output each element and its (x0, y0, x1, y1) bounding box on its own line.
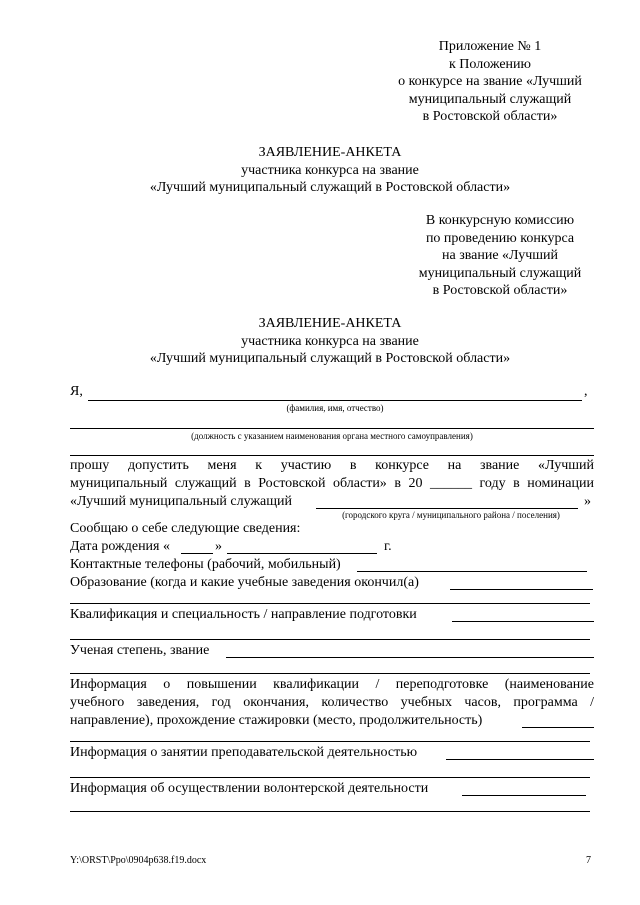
about-label: Сообщаю о себе следующие сведения: (70, 521, 301, 536)
teaching-label: Информация о занятии преподавательской деятельностью (70, 745, 418, 760)
appendix-line: в Ростовской области» (422, 109, 558, 124)
volunteer-field-2[interactable] (70, 811, 590, 812)
birth-month-field[interactable] (227, 553, 377, 554)
request-line: «Лучший муниципальный служащий (70, 494, 293, 509)
teaching-field[interactable] (446, 759, 594, 760)
request-line: муниципальный служащий в Ростовской области» в 20 ______ году в номинации (70, 476, 594, 491)
appendix-line: Приложение № 1 (438, 39, 542, 54)
nomination-field[interactable] (316, 508, 578, 509)
page-subtitle: участника конкурса на звание (241, 162, 419, 178)
form-subtitle: «Лучший муниципальный служащий в Ростовской области» (149, 351, 511, 366)
page-number: 7 (586, 855, 591, 866)
header-block-2 (60, 315, 600, 368)
volunteer-field[interactable] (462, 795, 586, 796)
appendix-line: к Положению (448, 56, 531, 72)
qualification-field[interactable] (452, 621, 594, 622)
quote-close: » (584, 494, 591, 509)
comma-label: , (584, 384, 588, 399)
training-line: Информация о повышении квалификации / переподготовке (наименование (70, 677, 594, 692)
ya-label: Я, (70, 384, 83, 399)
position-field[interactable] (70, 428, 594, 429)
fio-field[interactable] (88, 400, 582, 401)
qualification-field-2[interactable] (70, 639, 590, 640)
education-field-2[interactable] (70, 603, 590, 604)
footer-path: Y:\ORST\Ppo\0904p638.f19.docx (70, 855, 207, 866)
degree-field[interactable] (226, 657, 594, 658)
volunteer-label: Информация об осуществлении волонтерской деятельности (70, 781, 429, 796)
birth-day-field[interactable] (181, 553, 213, 554)
appendix-line: муниципальный служащий (408, 91, 572, 107)
addressee-block (395, 212, 605, 300)
training-line: учебного заведения, год окончания, количество учебных часов, программа / (70, 695, 594, 710)
training-field[interactable] (522, 727, 594, 728)
training-field-2[interactable] (70, 741, 590, 742)
phones-label: Контактные телефоны (рабочий, мобильный) (70, 557, 341, 572)
qualification-label: Квалификация и специальность / направление подготовки (70, 607, 417, 622)
degree-field-2[interactable] (70, 673, 590, 674)
education-label: Образование (когда и какие учебные заведения окончил(а) (70, 575, 419, 590)
birth-label: Дата рождения « (70, 539, 170, 554)
birth-mid: » (215, 539, 222, 554)
phones-field[interactable] (357, 571, 587, 572)
fio-hint: (фамилия, имя, отчество) (286, 403, 384, 413)
birth-year-label: г. (384, 539, 392, 554)
appendix-line: о конкурсе на звание «Лучший (398, 74, 582, 89)
addressee-line: по проведению конкурса (425, 230, 575, 246)
form-subtitle: участника конкурса на звание (241, 333, 419, 349)
request-line: прошу допустить меня к участию в конкурсе на звание «Лучший (70, 458, 594, 473)
addressee-line: в Ростовской области» (432, 283, 568, 298)
addressee-line: на звание «Лучший (441, 248, 559, 263)
appendix-block (380, 38, 600, 126)
nomination-hint: (городского круга / муниципального района / поселения) (342, 510, 560, 520)
education-field[interactable] (450, 589, 593, 590)
form-title: ЗАЯВЛЕНИЕ-АНКЕТА (258, 316, 402, 331)
page-title: ЗАЯВЛЕНИЕ-АНКЕТА (258, 145, 402, 160)
addressee-line: В конкурсную комиссию (425, 213, 575, 228)
page-subtitle: «Лучший муниципальный служащий в Ростовской области» (149, 180, 511, 195)
training-line: направление), прохождение стажировки (место, продолжительность) (70, 713, 483, 728)
addressee-line: муниципальный служащий (418, 265, 582, 281)
degree-label: Ученая степень, звание (70, 643, 210, 658)
position-hint: (должность с указанием наименования органа местного самоуправления) (191, 431, 473, 441)
position-field-2[interactable] (70, 455, 594, 456)
teaching-field-2[interactable] (70, 777, 590, 778)
header-block-1 (60, 144, 600, 197)
